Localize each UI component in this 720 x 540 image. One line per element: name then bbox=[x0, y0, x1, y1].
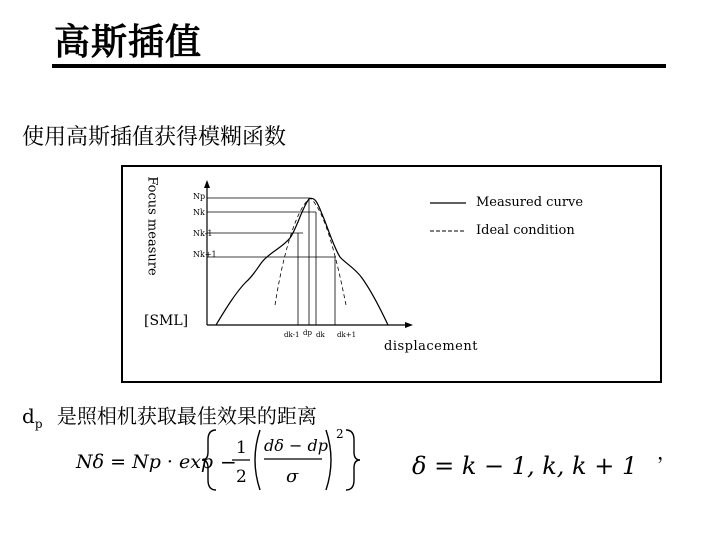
formula-frac-num: dδ − dp bbox=[264, 436, 328, 455]
dp-symbol: $d_p$ bbox=[22, 404, 43, 431]
y-tick-nk: Nk bbox=[193, 208, 205, 217]
reference-lines bbox=[207, 198, 336, 257]
legend-measured-label: Measured curve bbox=[476, 195, 584, 210]
formula-coef-den: 2 bbox=[236, 467, 247, 487]
y-axis-unit: [SML] bbox=[144, 313, 189, 329]
formula-coef-num: 1 bbox=[236, 438, 247, 458]
slide-subtitle: 使用高斯插值获得模糊函数 bbox=[22, 125, 287, 150]
x-tick-dk-plus-1: dk+1 bbox=[337, 331, 357, 339]
formula-frac-den: σ bbox=[286, 466, 299, 487]
measured-curve bbox=[216, 198, 388, 325]
trailing-punct: ， bbox=[657, 440, 677, 464]
svg-text:−: − bbox=[220, 450, 237, 474]
y-axis-label: Focus measure bbox=[144, 176, 160, 276]
formula-lhs: Nδ = Np · exp bbox=[76, 451, 214, 473]
legend-ideal-label: Ideal condition bbox=[476, 223, 575, 238]
gaussian-formula bbox=[74, 424, 364, 496]
plot-axes bbox=[204, 180, 413, 328]
dp-description: 是照相机获取最佳效果的距离 bbox=[56, 404, 317, 428]
x-tick-dk: dk bbox=[316, 331, 325, 339]
y-tick-nk-plus-1: Nk+1 bbox=[193, 250, 217, 259]
y-tick-np: Np bbox=[193, 192, 206, 201]
x-tick-dk-minus-1: dk-1 bbox=[284, 331, 300, 339]
slide-title: 高斯插值 bbox=[54, 22, 203, 63]
formula-exponent: 2 bbox=[336, 427, 344, 441]
drop-lines bbox=[298, 198, 335, 325]
y-tick-nk-minus-1: Nk-1 bbox=[193, 229, 213, 238]
x-tick-dp: dp bbox=[303, 329, 312, 337]
x-axis-label: displacement bbox=[384, 339, 478, 354]
delta-definition: δ = k − 1, k, k + 1 bbox=[412, 452, 638, 480]
